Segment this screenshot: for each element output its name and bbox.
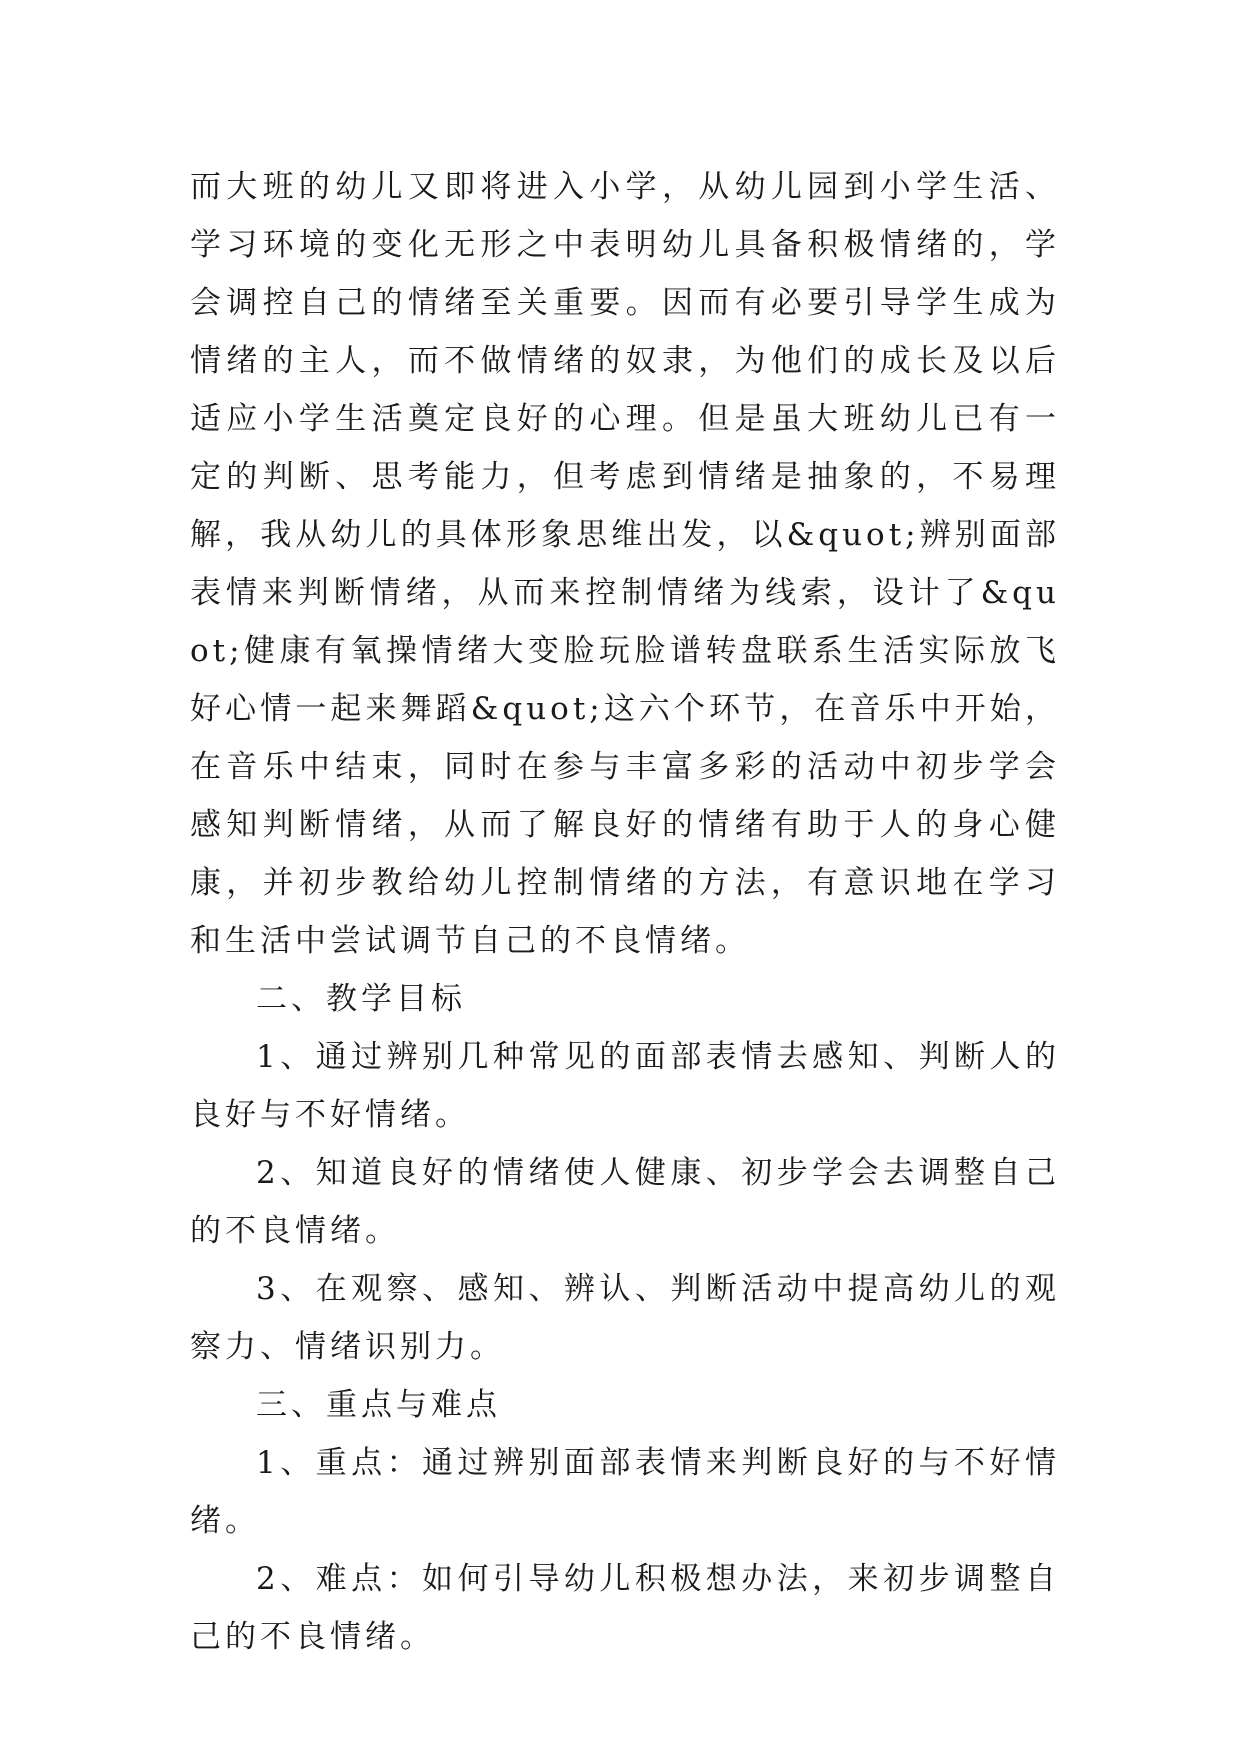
goal-item-2: 2、知道良好的情绪使人健康、初步学会去调整自己的不良情绪。 bbox=[190, 1155, 1060, 1249]
goal-item-1: 1、通过辨别几种常见的面部表情去感知、判断人的良好与不好情绪。 bbox=[190, 1039, 1060, 1133]
goal-item-3: 3、在观察、感知、辨认、判断活动中提高幼儿的观察力、情绪识别力。 bbox=[190, 1271, 1060, 1365]
heading-teaching-goals: 二、教学目标 bbox=[256, 981, 466, 1017]
paragraph-intro: 而大班的幼儿又即将进入小学，从幼儿园到小学生活、学习环境的变化无形之中表明幼儿具备积极情绪的，学会调控自己的情绪至关重要。因而有必要引导学生成为情绪的主人，而不做情绪的奴隶，为他们的成长及以后适应小学生活奠定良好的心理。但是虽大班幼儿已有一定的判断、思考能力，但考虑到情绪是抽象的，不易理解，我从幼儿的具体形象思维出发，以&quot;辨别面部表情来判断情绪，从而来控制情绪为线索，设计了&quot;健康有氧操情绪大变脸玩脸谱转盘联系生活实际放飞好心情一起来舞蹈&quot;这六个环节，在音乐中开始，在音乐中结束，同时在参与丰富多彩的活动中初步学会感知判断情绪，从而了解良好的情绪有助于人的身心健康，并初步教给幼儿控制情绪的方法，有意识地在学习和生活中尝试调节自己的不良情绪。 bbox=[190, 169, 1060, 959]
key-point-item-2: 2、难点：如何引导幼儿积极想办法，来初步调整自己的不良情绪。 bbox=[190, 1561, 1060, 1655]
heading-key-points: 三、重点与难点 bbox=[256, 1387, 501, 1423]
key-point-item-1: 1、重点：通过辨别面部表情来判断良好的与不好情绪。 bbox=[190, 1445, 1060, 1539]
document-body bbox=[190, 158, 1060, 1666]
